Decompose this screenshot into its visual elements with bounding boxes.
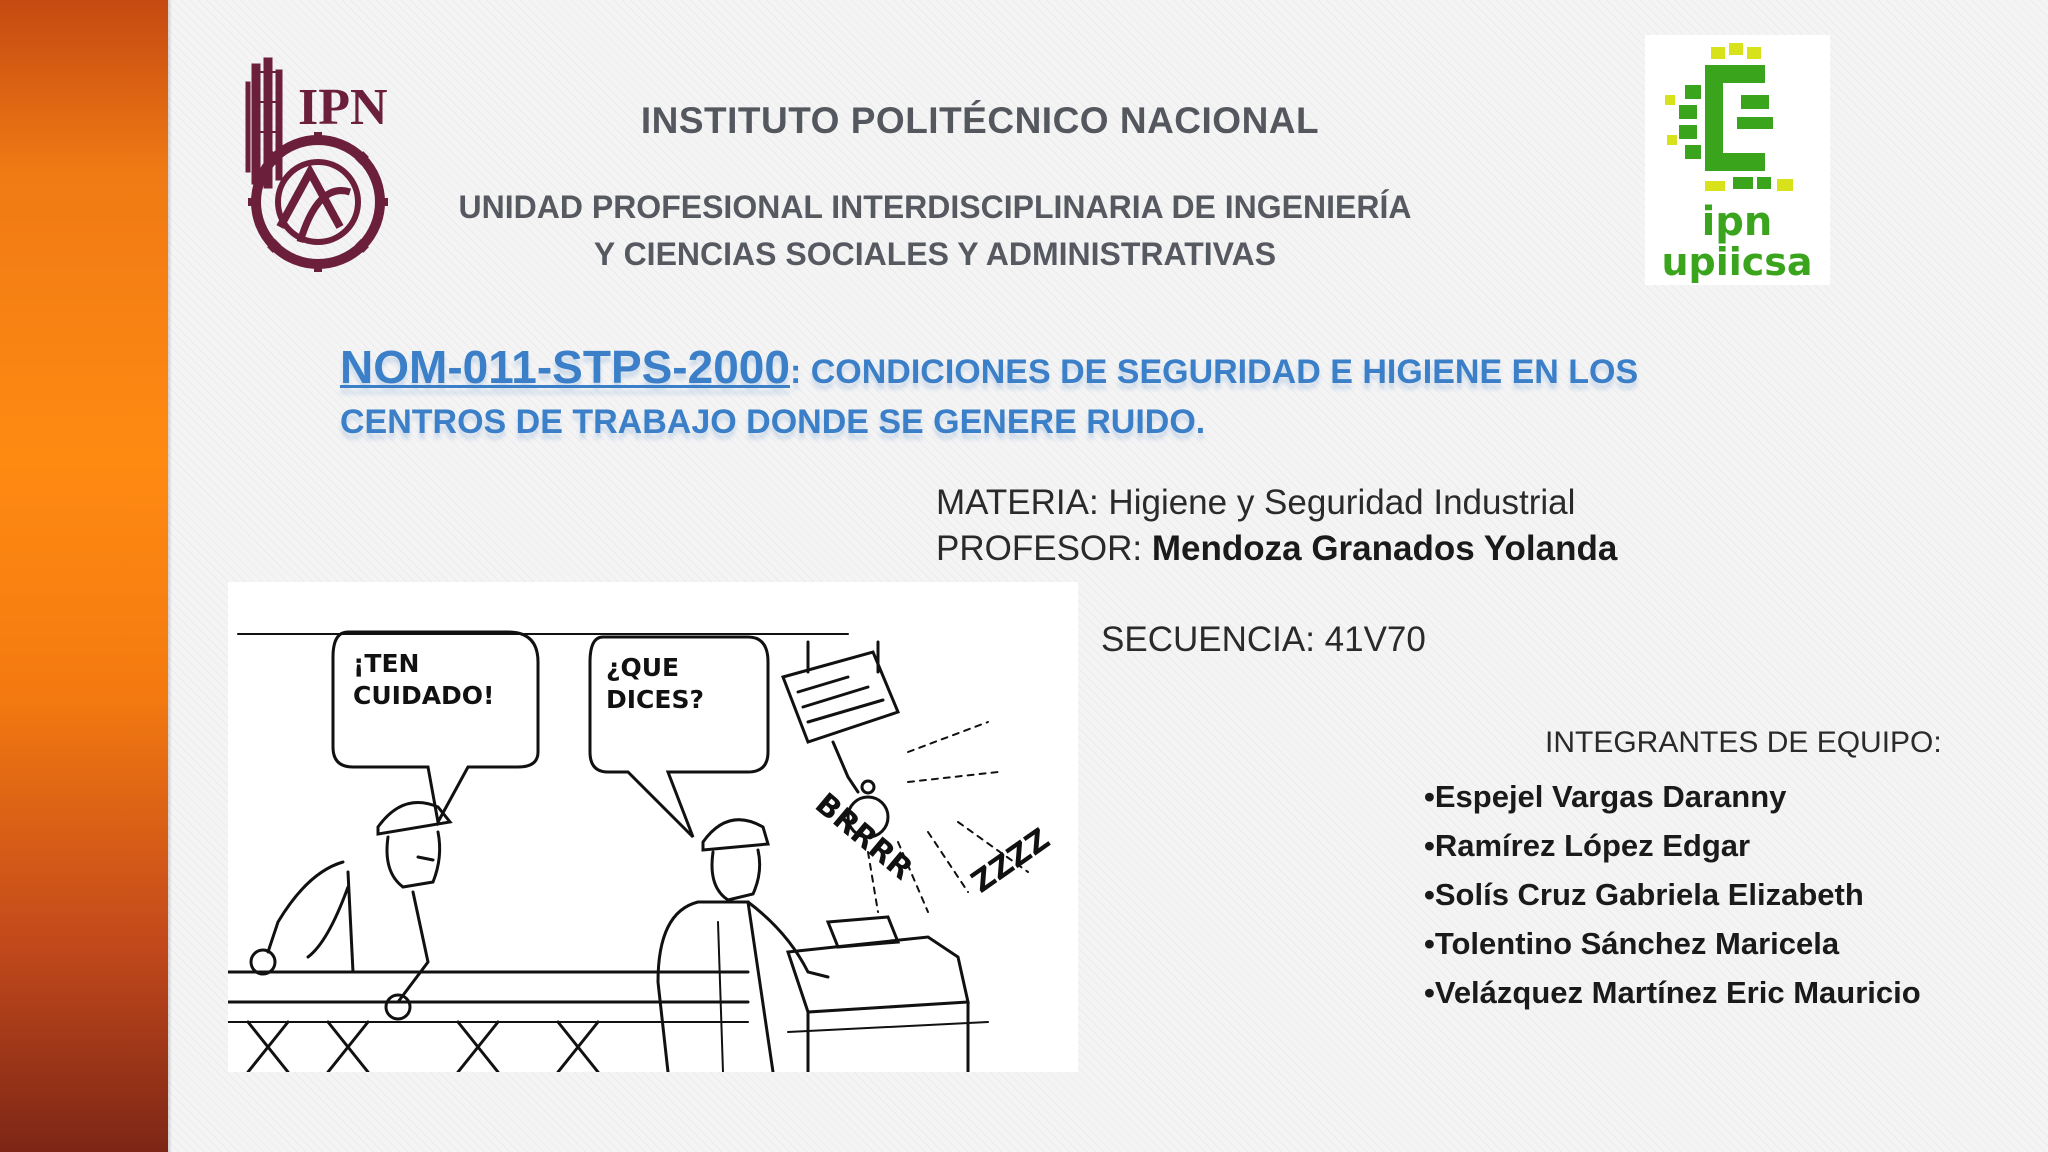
- unit-name-line2: Y CIENCIAS SOCIALES Y ADMINISTRATIVAS: [593, 236, 1277, 272]
- worker-2: [658, 820, 828, 1072]
- workbench: [228, 972, 748, 1072]
- sidebar-shadow: [168, 0, 172, 1152]
- team-member: •Velázquez Martínez Eric Mauricio: [1424, 975, 1921, 1010]
- nom-description: : CONDICIONES DE SEGURIDAD E HIGIENE EN LOS CENTROS DE TRABAJO DONDE SE GENERE RUIDO.: [340, 353, 1639, 441]
- slide-title: [340, 342, 1780, 447]
- materia-value: Higiene y Seguridad Industrial: [1108, 483, 1576, 522]
- bubble1-line2: CUIDADO!: [353, 681, 495, 710]
- unit-name: [380, 184, 1490, 278]
- bubble1-line1: ¡TEN: [353, 649, 420, 678]
- materia-label: MATERIA:: [936, 483, 1109, 522]
- orange-sidebar: [0, 0, 168, 1152]
- team-member: •Solís Cruz Gabriela Elizabeth: [1424, 877, 1864, 912]
- sound-brrrr: BRRRR: [808, 786, 920, 888]
- profesor-value: Mendoza Granados Yolanda: [1151, 529, 1618, 568]
- logo-ipn-text: ipn: [1701, 199, 1773, 245]
- team-heading: INTEGRANTES DE EQUIPO:: [1545, 726, 1942, 759]
- noise-cartoon: [228, 582, 1078, 1072]
- bubble2-line2: DICES?: [606, 685, 704, 714]
- svg-text:IPN: IPN: [298, 79, 388, 136]
- sound-zzzz: ZZZZ: [965, 821, 1057, 901]
- secuencia: SECUENCIA: 41V70: [1101, 620, 1426, 659]
- unit-name-line1: UNIDAD PROFESIONAL INTERDISCIPLINARIA DE INGENIERÍA: [458, 189, 1412, 225]
- team-list: [1424, 772, 1921, 1017]
- team-member: •Ramírez López Edgar: [1424, 828, 1751, 863]
- course-info: [936, 480, 1617, 572]
- materia-line: [936, 480, 1617, 526]
- profesor-line: [936, 526, 1617, 572]
- upiicsa-logo: [1645, 35, 1830, 285]
- nom-code: NOM-011-STPS-2000: [340, 341, 790, 393]
- bubble2-line1: ¿QUE: [606, 653, 680, 682]
- profesor-label: PROFESOR:: [936, 529, 1152, 568]
- worker-1: [251, 803, 450, 1020]
- team-member: •Tolentino Sánchez Maricela: [1424, 926, 1840, 961]
- machine: [788, 917, 988, 1072]
- institution-name: INSTITUTO POLITÉCNICO NACIONAL: [640, 100, 1320, 141]
- ipn-logo: [240, 52, 388, 282]
- team-member: •Espejel Vargas Daranny: [1424, 779, 1787, 814]
- logo-upiicsa-text: upiicsa: [1661, 240, 1813, 284]
